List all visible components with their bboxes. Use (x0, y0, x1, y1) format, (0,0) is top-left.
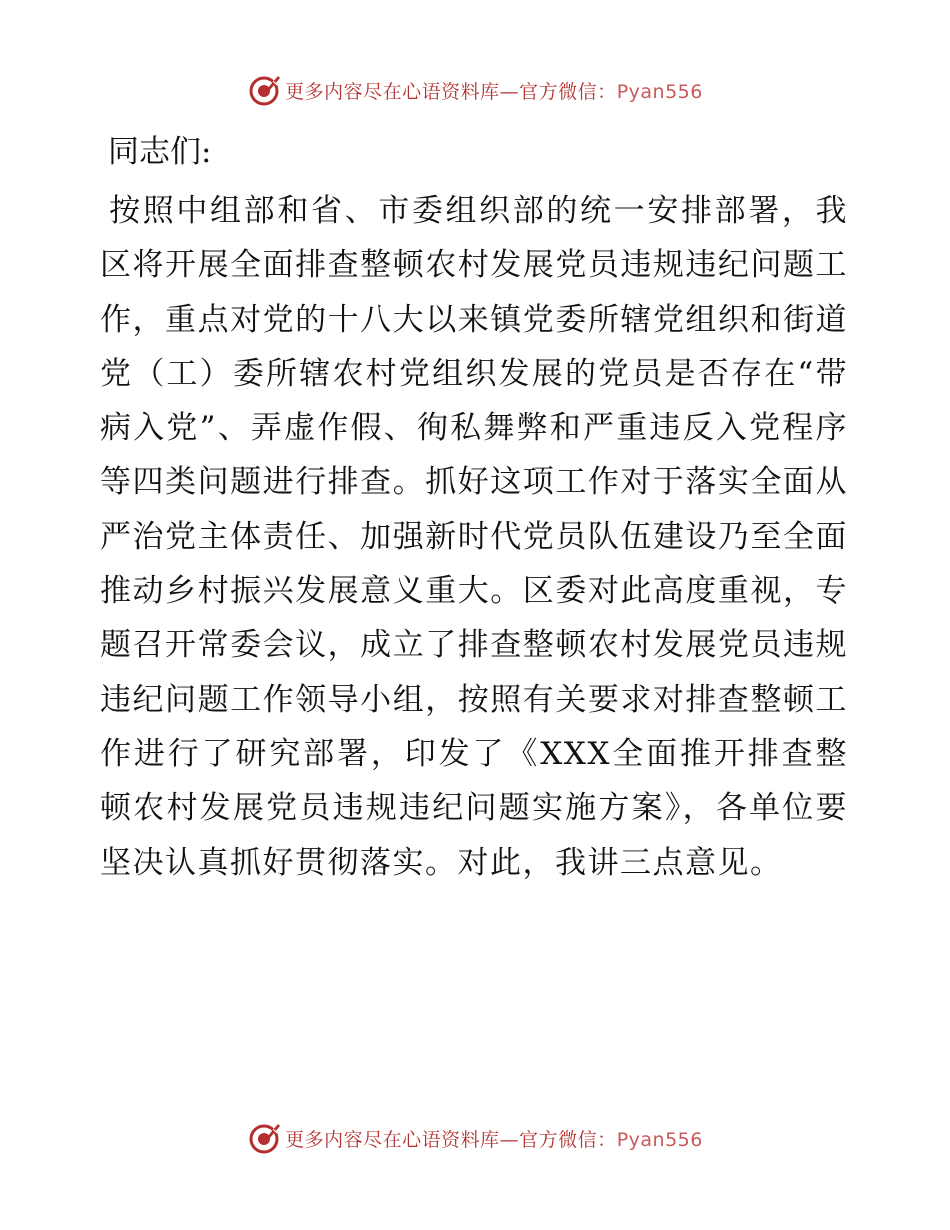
banner-text (285, 77, 703, 104)
banner-channel-text: 官方微信： (519, 80, 617, 103)
quill-seal-icon (247, 73, 281, 107)
banner-main-text: 更多内容尽在心语资料库 (285, 1128, 500, 1151)
banner-separator: — (499, 1128, 520, 1151)
quill-seal-icon (247, 1121, 281, 1155)
body-text: 按照中组部和省、市委组织部的统一安排部署，我区将开展全面排查整顿农村发展党员违规违纪问题工作，重点对党的十八大以来镇党委所辖党组织和街道党（工）委所辖农村党组织发展的党员是否存在“带病入党”、弄虚作假、徇私舞弊和严重违反入党程序等四类问题进行排查。抓好这项工作对于落实全面从严治党主体责任、加强新时代党员队伍建设乃至全面推动乡村振兴发展意义重大。区委对此高度重视，专题召开常委会议，成立了排查整顿农村发展党员违规违纪问题工作领导小组，按照有关要求对排查整顿工作进行了研究部署，印发了《XXX全面推开排查整顿农村发展党员违规违纪问题实施方案》，各单位要坚决认真抓好贯彻落实。对此，我讲三点意见。 (100, 193, 848, 881)
footer-banner (0, 1118, 950, 1158)
header-banner (0, 70, 950, 110)
banner-separator: — (499, 80, 520, 103)
banner-text (285, 1125, 703, 1152)
banner-handle: Pyan556 (616, 80, 703, 103)
greeting: 同志们: (108, 134, 212, 170)
document-body (100, 126, 860, 890)
banner-handle: Pyan556 (616, 1128, 703, 1151)
banner-channel-text: 官方微信： (519, 1128, 617, 1151)
body-paragraph (100, 184, 848, 890)
banner-main-text: 更多内容尽在心语资料库 (285, 80, 500, 103)
